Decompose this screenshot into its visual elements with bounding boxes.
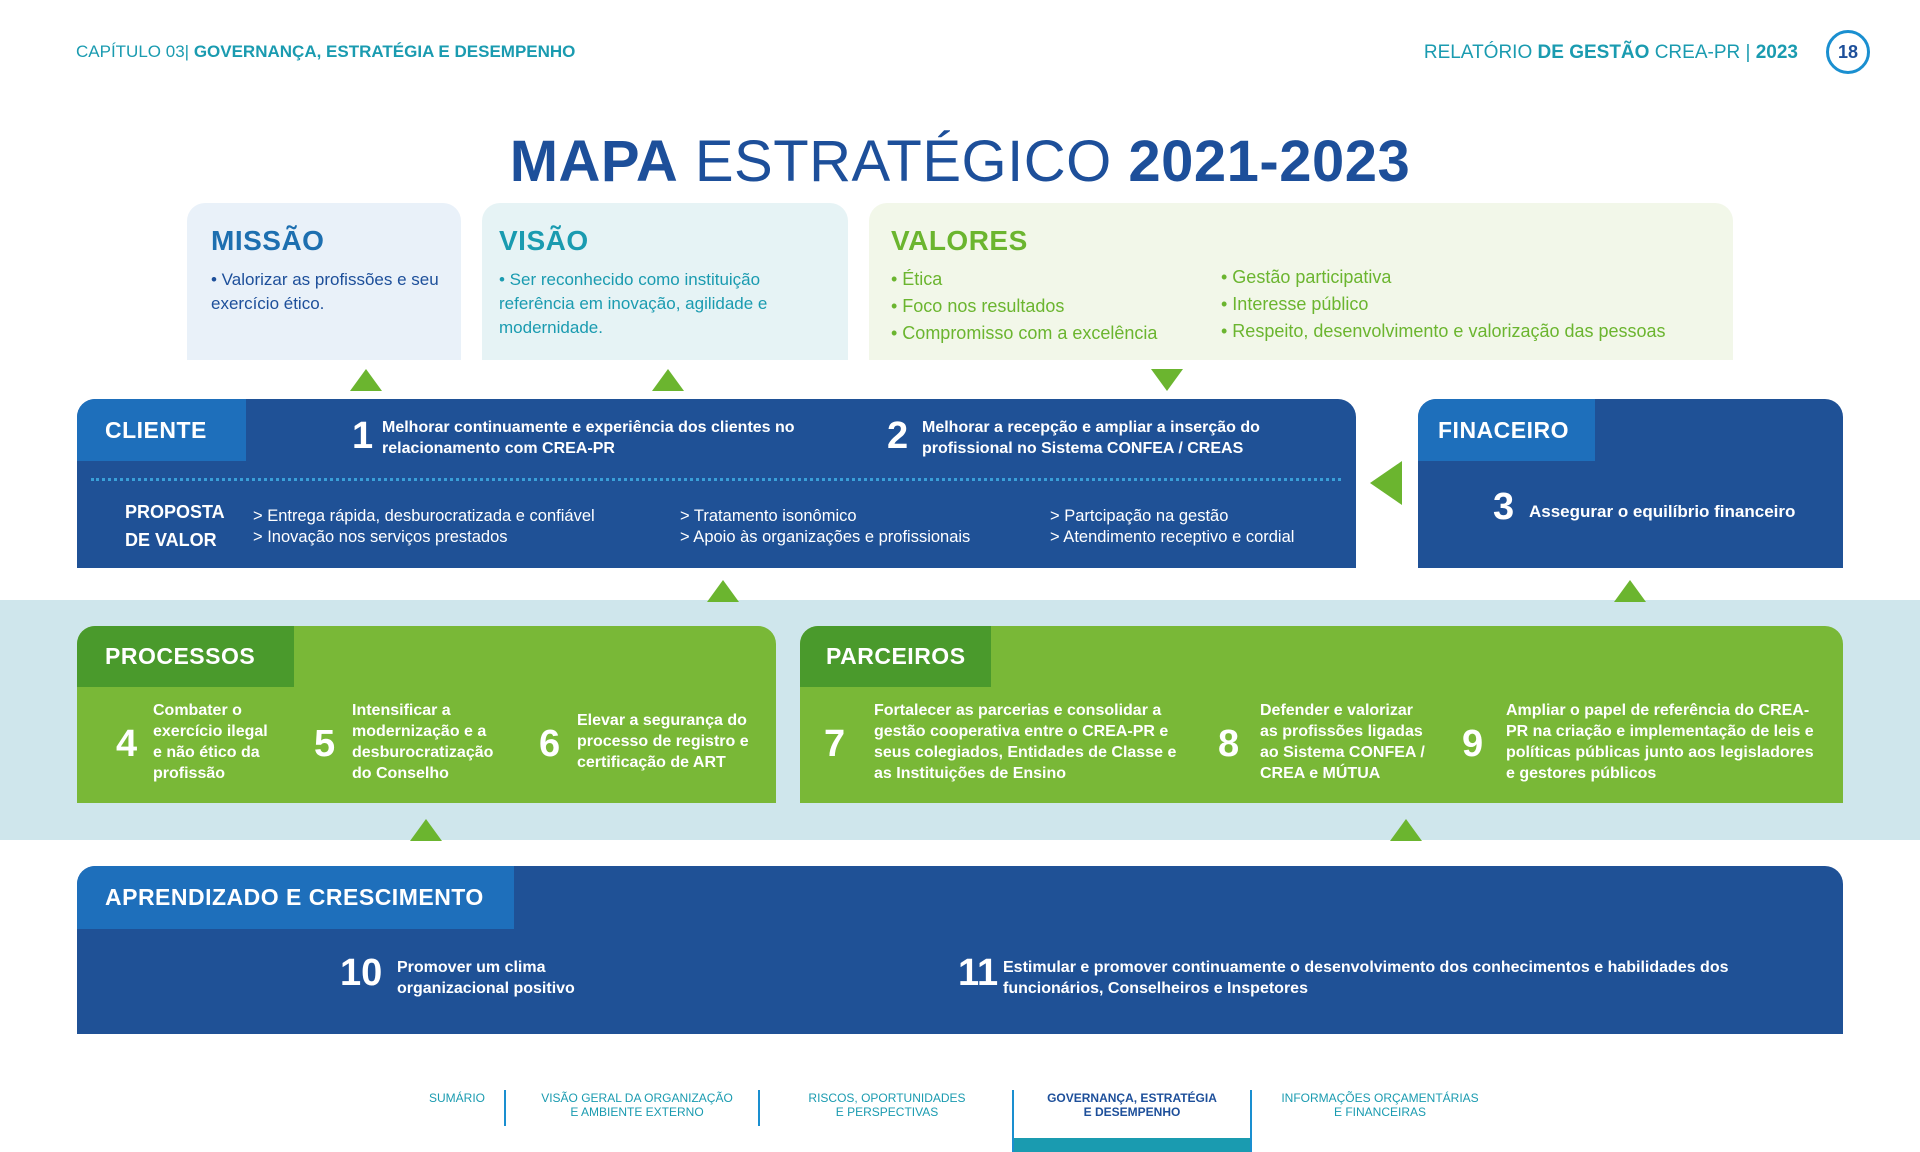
cliente-tab: CLIENTE — [77, 399, 246, 461]
footer-nav-riscos[interactable] — [777, 1091, 997, 1119]
footer-nav-line: SUMÁRIO — [428, 1091, 485, 1105]
visao-heading: VISÃO — [499, 225, 589, 256]
footer-nav-informacoes[interactable] — [1265, 1091, 1495, 1119]
objective-number: 2 — [887, 415, 909, 457]
report-year: 2023 — [1755, 42, 1798, 63]
arrow-up-icon — [1614, 580, 1646, 602]
aprendizado-section — [77, 866, 1843, 1034]
missao-text: • Valorizar as profissões e seu exercício ético. — [211, 270, 439, 313]
objective-text: Combater o exercício ilegal e não ético da profissão — [153, 702, 268, 782]
chapter-header — [76, 42, 575, 62]
proposta-item: > Atendimento receptivo e cordial — [1050, 528, 1295, 546]
visao-text: • Ser reconhecido como instituição referência em inovação, agilidade e modernidade. — [499, 270, 768, 337]
title-part-3: 2021-2023 — [1128, 129, 1411, 194]
page-title — [0, 128, 1920, 195]
arrow-up-icon — [1390, 819, 1422, 841]
arrow-left-icon — [1370, 461, 1402, 505]
arrow-up-icon — [652, 369, 684, 391]
objective-text: Intensificar a modernização e a desburocratização do Conselho — [352, 702, 494, 782]
objective-text: Melhorar continuamente e experiência dos clientes no relacionamento com CREA-PR — [382, 419, 795, 457]
valor-item: • Ética — [891, 269, 943, 289]
parceiros-section — [800, 626, 1843, 803]
processos-tab: PROCESSOS — [77, 626, 294, 687]
footer-nav-line: RISCOS, OPORTUNIDADES — [808, 1091, 966, 1105]
valores-col-1 — [891, 266, 1157, 347]
missao-heading: MISSÃO — [211, 225, 325, 256]
proposta-label-line: PROPOSTA — [125, 502, 225, 522]
title-part-2: ESTRATÉGICO — [694, 129, 1112, 194]
footer-active-bar — [1014, 1138, 1250, 1152]
footer-nav-line: INFORMAÇÕES ORÇAMENTÁRIAS — [1281, 1091, 1479, 1105]
valor-item: • Foco nos resultados — [891, 296, 1065, 316]
objective-number: 1 — [352, 415, 374, 457]
footer-nav-line: E FINANCEIRAS — [1333, 1105, 1426, 1119]
objective-number: 10 — [340, 952, 383, 994]
missao-card — [187, 203, 461, 360]
objective-text: Promover um clima organizacional positivo — [397, 959, 575, 997]
proposta-item: > Tratamento isonômico — [680, 507, 857, 525]
proposta-item: > Partcipação na gestão — [1050, 507, 1229, 525]
footer-nav-line: VISÃO GERAL DA ORGANIZAÇÃO — [541, 1091, 733, 1105]
objective-text: Elevar a segurança do processo de registro e certificação de ART — [577, 712, 749, 771]
arrow-up-icon — [707, 580, 739, 602]
parceiros-tab: PARCEIROS — [800, 626, 991, 687]
footer-nav-line: E AMBIENTE EXTERNO — [570, 1105, 704, 1119]
arrow-down-icon — [1151, 369, 1183, 391]
footer-nav-governanca[interactable] — [1012, 1091, 1252, 1119]
chapter-title: GOVERNANÇA, ESTRATÉGIA E DESEMPENHO — [193, 42, 576, 61]
objective-text: Assegurar o equilíbrio financeiro — [1529, 502, 1796, 521]
objective-text: Fortalecer as parcerias e consolidar a gestão cooperativa entre o CREA-PR e seus colegiados, Entidades de Classe e as Instituições de Ensino — [874, 702, 1177, 782]
proposta-label-line: DE VALOR — [125, 530, 217, 550]
valor-item: • Compromisso com a excelência — [891, 323, 1158, 343]
valores-heading: VALORES — [891, 225, 1028, 256]
valores-card — [869, 203, 1733, 360]
arrow-up-icon — [410, 819, 442, 841]
objective-text: Defender e valorizar as profissões ligadas ao Sistema CONFEA / CREA e MÚTUA — [1260, 702, 1425, 782]
footer-nav-line: GOVERNANÇA, ESTRATÉGIA — [1047, 1091, 1217, 1105]
report-label-a: RELATÓRIO — [1423, 42, 1533, 63]
footer-nav-sumario[interactable] — [420, 1091, 494, 1105]
objective-text: Ampliar o papel de referência do CREA-PR na criação e implementação de leis e políticas públicas junto aos legisladores e gestores públicos — [1506, 702, 1814, 782]
objective-number: 9 — [1462, 723, 1484, 765]
objective-text: Melhorar a recepção e ampliar a inserção do profissional no Sistema CONFEA / CREAS — [922, 419, 1260, 457]
report-label-c: CREA-PR | — [1654, 42, 1751, 63]
cliente-section — [77, 399, 1356, 568]
financeiro-tab: FINACEIRO — [1418, 399, 1595, 461]
objective-number: 6 — [539, 723, 561, 765]
proposta-item: > Apoio às organizações e profissionais — [680, 528, 971, 546]
valor-item: • Respeito, desenvolvimento e valorização das pessoas — [1221, 321, 1666, 341]
objective-number: 4 — [116, 723, 138, 765]
proposta-item: > Inovação nos serviços prestados — [253, 528, 508, 546]
title-part-1: MAPA — [509, 129, 679, 194]
footer-nav-line: E DESEMPENHO — [1083, 1105, 1181, 1119]
proposta-item: > Entrega rápida, desburocratizada e confiável — [253, 507, 595, 525]
objective-number: 5 — [314, 723, 336, 765]
valor-item: • Interesse público — [1221, 294, 1369, 314]
financeiro-section — [1418, 399, 1843, 568]
arrow-up-icon — [350, 369, 382, 391]
footer-divider — [758, 1090, 760, 1126]
dotted-divider — [91, 478, 1341, 481]
aprendizado-tab: APRENDIZADO E CRESCIMENTO — [77, 866, 514, 929]
objective-number: 3 — [1493, 486, 1515, 528]
proposta-label — [125, 498, 225, 554]
report-header — [1424, 42, 1798, 64]
valores-col-2 — [1221, 264, 1666, 345]
objective-number: 11 — [958, 952, 999, 994]
valor-item: • Gestão participativa — [1221, 267, 1392, 287]
processos-section — [77, 626, 776, 803]
footer-nav-line: E PERSPECTIVAS — [835, 1105, 939, 1119]
objective-number: 7 — [824, 723, 846, 765]
chapter-prefix: CAPÍTULO 03| — [76, 42, 190, 61]
objective-number: 8 — [1218, 723, 1240, 765]
visao-card — [482, 203, 848, 360]
page-number-badge: 18 — [1826, 30, 1870, 74]
footer-divider — [504, 1090, 506, 1126]
report-label-b: DE GESTÃO — [1537, 42, 1650, 63]
objective-text: Estimular e promover continuamente o desenvolvimento dos conhecimentos e habilidades dos funcionários, Conselheiros e Inspetores — [1003, 959, 1729, 997]
footer-nav-visao-geral[interactable] — [522, 1091, 752, 1119]
